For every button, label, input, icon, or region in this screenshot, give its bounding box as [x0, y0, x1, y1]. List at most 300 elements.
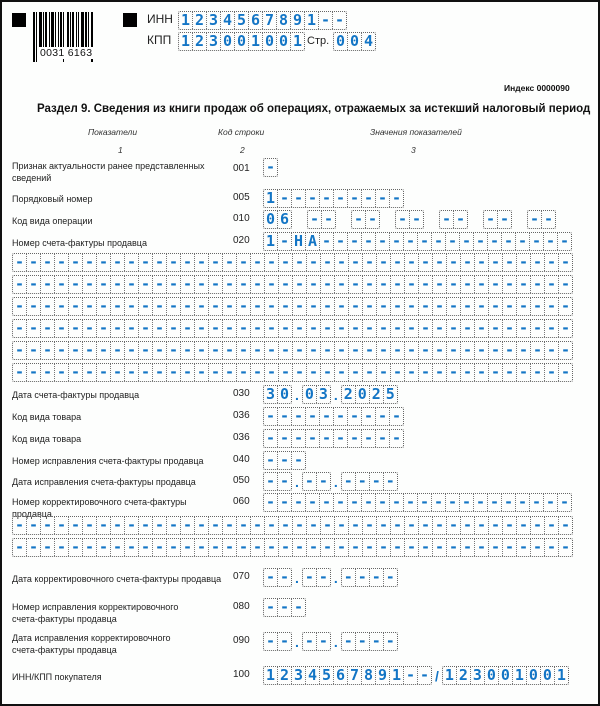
- char-cell[interactable]: 1: [179, 33, 193, 50]
- char-cell[interactable]: -: [303, 473, 317, 490]
- char-cell[interactable]: -: [153, 298, 167, 315]
- char-cell[interactable]: -: [418, 494, 432, 511]
- char-cell[interactable]: -: [181, 364, 195, 381]
- char-cell[interactable]: -: [545, 364, 559, 381]
- char-cell[interactable]: -: [335, 320, 349, 337]
- char-cell[interactable]: -: [560, 319, 571, 337]
- char-cell[interactable]: -: [195, 320, 209, 337]
- char-cell[interactable]: -: [517, 320, 531, 337]
- char-cell[interactable]: -: [279, 632, 290, 650]
- char-cell[interactable]: -: [391, 320, 405, 337]
- char-cell[interactable]: -: [303, 569, 317, 586]
- char-cell[interactable]: -: [433, 342, 447, 359]
- char-cell[interactable]: -: [545, 254, 559, 271]
- row-070-date-field[interactable]: [263, 568, 398, 587]
- char-cell[interactable]: -: [251, 539, 265, 556]
- char-cell[interactable]: -: [433, 298, 447, 315]
- char-cell[interactable]: -: [363, 254, 377, 271]
- month-cells[interactable]: [302, 632, 331, 651]
- char-cell[interactable]: -: [69, 320, 83, 337]
- char-cell[interactable]: -: [167, 342, 181, 359]
- char-cell[interactable]: -: [348, 190, 362, 207]
- char-cell[interactable]: -: [237, 276, 251, 293]
- char-cell[interactable]: -: [195, 298, 209, 315]
- char-cell[interactable]: -: [391, 298, 405, 315]
- char-cell[interactable]: 1: [264, 190, 278, 207]
- char-cell[interactable]: 0: [348, 33, 362, 50]
- char-cell[interactable]: 1: [556, 666, 566, 684]
- cell-group[interactable]: [263, 451, 306, 470]
- char-cell[interactable]: -: [153, 320, 167, 337]
- char-cell[interactable]: -: [362, 408, 376, 425]
- char-cell[interactable]: 0: [264, 211, 278, 228]
- char-cell[interactable]: -: [334, 233, 348, 250]
- char-cell[interactable]: -: [307, 517, 321, 534]
- char-cell[interactable]: -: [447, 539, 461, 556]
- char-cell[interactable]: -: [447, 254, 461, 271]
- char-cell[interactable]: -: [167, 254, 181, 271]
- char-cell[interactable]: -: [475, 342, 489, 359]
- char-cell[interactable]: -: [209, 364, 223, 381]
- char-cell[interactable]: -: [559, 232, 570, 250]
- char-cell[interactable]: -: [474, 233, 488, 250]
- char-cell[interactable]: -: [279, 342, 293, 359]
- char-cell[interactable]: 5: [385, 385, 395, 403]
- char-cell[interactable]: -: [279, 472, 290, 490]
- char-cell[interactable]: -: [279, 320, 293, 337]
- char-cell[interactable]: -: [319, 12, 333, 29]
- char-cell[interactable]: -: [489, 342, 503, 359]
- char-cell[interactable]: -: [342, 569, 356, 586]
- char-cell[interactable]: -: [531, 539, 545, 556]
- char-cell[interactable]: -: [306, 408, 320, 425]
- char-cell[interactable]: -: [237, 320, 251, 337]
- char-cell[interactable]: -: [446, 233, 460, 250]
- char-cell[interactable]: -: [517, 364, 531, 381]
- char-cell[interactable]: -: [167, 517, 181, 534]
- char-cell[interactable]: -: [27, 517, 41, 534]
- char-cell[interactable]: -: [41, 276, 55, 293]
- char-cell[interactable]: -: [264, 633, 278, 650]
- char-cell[interactable]: -: [356, 473, 370, 490]
- char-cell[interactable]: -: [419, 320, 433, 337]
- char-cell[interactable]: -: [488, 233, 502, 250]
- char-cell[interactable]: 0: [263, 33, 277, 50]
- char-cell[interactable]: -: [97, 276, 111, 293]
- char-cell[interactable]: -: [559, 493, 570, 511]
- cell-group[interactable]: [263, 407, 404, 426]
- char-cell[interactable]: -: [461, 276, 475, 293]
- char-cell[interactable]: -: [419, 342, 433, 359]
- char-cell[interactable]: -: [167, 539, 181, 556]
- char-cell[interactable]: -: [356, 569, 370, 586]
- char-cell[interactable]: 0: [279, 385, 290, 403]
- char-cell[interactable]: -: [376, 430, 390, 447]
- char-cell[interactable]: -: [111, 364, 125, 381]
- char-cell[interactable]: -: [111, 539, 125, 556]
- char-cell[interactable]: -: [363, 364, 377, 381]
- char-cell[interactable]: -: [419, 276, 433, 293]
- char-cell[interactable]: -: [516, 494, 530, 511]
- char-cell[interactable]: -: [447, 276, 461, 293]
- char-cell[interactable]: -: [334, 408, 348, 425]
- char-cell[interactable]: -: [376, 190, 390, 207]
- char-cell[interactable]: -: [153, 539, 167, 556]
- char-cell[interactable]: -: [97, 517, 111, 534]
- char-cell[interactable]: -: [111, 517, 125, 534]
- char-cell[interactable]: -: [251, 298, 265, 315]
- row-090-date-field[interactable]: [263, 632, 398, 651]
- char-cell[interactable]: -: [83, 517, 97, 534]
- char-cell[interactable]: -: [544, 494, 558, 511]
- char-cell[interactable]: 1: [305, 12, 319, 29]
- char-cell[interactable]: -: [293, 517, 307, 534]
- month-cells[interactable]: [302, 385, 331, 404]
- char-cell[interactable]: -: [265, 517, 279, 534]
- char-cell[interactable]: -: [530, 494, 544, 511]
- char-cell[interactable]: -: [181, 254, 195, 271]
- char-cell[interactable]: -: [489, 298, 503, 315]
- char-cell[interactable]: -: [181, 539, 195, 556]
- char-cell[interactable]: -: [418, 233, 432, 250]
- char-cell[interactable]: -: [306, 430, 320, 447]
- row-080-field[interactable]: [263, 598, 306, 617]
- char-cell[interactable]: -: [293, 342, 307, 359]
- row-060-continuation[interactable]: [12, 516, 573, 560]
- char-cell[interactable]: -: [195, 254, 209, 271]
- char-cell[interactable]: -: [223, 364, 237, 381]
- char-cell[interactable]: -: [27, 254, 41, 271]
- char-cell[interactable]: -: [223, 254, 237, 271]
- char-cell[interactable]: -: [265, 276, 279, 293]
- char-cell[interactable]: -: [475, 364, 489, 381]
- char-cell[interactable]: -: [348, 408, 362, 425]
- char-cell[interactable]: -: [13, 517, 27, 534]
- char-cell[interactable]: -: [97, 320, 111, 337]
- char-cell[interactable]: -: [195, 342, 209, 359]
- char-cell[interactable]: -: [499, 210, 510, 228]
- char-cell[interactable]: -: [307, 276, 321, 293]
- char-cell[interactable]: -: [293, 364, 307, 381]
- char-cell[interactable]: -: [545, 517, 559, 534]
- char-cell[interactable]: -: [307, 320, 321, 337]
- char-cell[interactable]: 2: [278, 667, 292, 684]
- row-001-field[interactable]: [263, 158, 278, 177]
- char-cell[interactable]: 1: [292, 32, 303, 50]
- char-cell[interactable]: -: [83, 254, 97, 271]
- char-cell[interactable]: -: [447, 517, 461, 534]
- char-cell[interactable]: -: [391, 407, 402, 425]
- char-cell[interactable]: -: [69, 342, 83, 359]
- char-cell[interactable]: -: [125, 539, 139, 556]
- char-cell[interactable]: -: [41, 517, 55, 534]
- day-cells[interactable]: [263, 568, 292, 587]
- cell-group[interactable]: [333, 32, 376, 51]
- char-cell[interactable]: -: [503, 254, 517, 271]
- char-cell[interactable]: -: [391, 517, 405, 534]
- char-cell[interactable]: -: [97, 298, 111, 315]
- page-number-field[interactable]: [333, 32, 376, 51]
- char-cell[interactable]: -: [461, 320, 475, 337]
- char-cell[interactable]: -: [69, 298, 83, 315]
- char-cell[interactable]: -: [237, 254, 251, 271]
- char-cell[interactable]: -: [13, 364, 27, 381]
- char-cell[interactable]: -: [433, 254, 447, 271]
- cell-group[interactable]: [263, 189, 404, 208]
- char-cell[interactable]: -: [139, 364, 153, 381]
- char-cell[interactable]: -: [404, 233, 418, 250]
- char-cell[interactable]: -: [377, 254, 391, 271]
- char-cell[interactable]: -: [237, 364, 251, 381]
- char-cell[interactable]: -: [223, 320, 237, 337]
- char-cell[interactable]: -: [209, 320, 223, 337]
- char-cell[interactable]: -: [560, 363, 571, 381]
- char-cell[interactable]: -: [139, 320, 153, 337]
- char-cell[interactable]: -: [195, 364, 209, 381]
- char-cell[interactable]: -: [349, 517, 363, 534]
- day-cells[interactable]: [263, 472, 292, 491]
- char-cell[interactable]: -: [264, 473, 278, 490]
- continuation-row[interactable]: [12, 297, 573, 316]
- char-cell[interactable]: -: [362, 430, 376, 447]
- char-cell[interactable]: -: [195, 517, 209, 534]
- char-cell[interactable]: -: [543, 210, 554, 228]
- char-cell[interactable]: -: [362, 494, 376, 511]
- char-cell[interactable]: -: [377, 342, 391, 359]
- char-cell[interactable]: -: [419, 517, 433, 534]
- char-cell[interactable]: -: [348, 494, 362, 511]
- char-cell[interactable]: -: [125, 342, 139, 359]
- char-cell[interactable]: -: [349, 364, 363, 381]
- char-cell[interactable]: -: [461, 342, 475, 359]
- char-cell[interactable]: -: [27, 364, 41, 381]
- char-cell[interactable]: -: [293, 276, 307, 293]
- char-cell[interactable]: -: [432, 233, 446, 250]
- char-cell[interactable]: 2: [342, 386, 356, 403]
- char-cell[interactable]: -: [111, 342, 125, 359]
- char-cell[interactable]: -: [544, 233, 558, 250]
- char-cell[interactable]: -: [356, 633, 370, 650]
- char-cell[interactable]: 1: [390, 667, 404, 684]
- char-cell[interactable]: -: [376, 233, 390, 250]
- char-cell[interactable]: -: [517, 276, 531, 293]
- char-cell[interactable]: 8: [277, 12, 291, 29]
- char-cell[interactable]: -: [419, 298, 433, 315]
- char-cell[interactable]: 0: [527, 667, 541, 684]
- char-cell[interactable]: -: [41, 364, 55, 381]
- inn-field[interactable]: [178, 11, 347, 30]
- continuation-row[interactable]: [12, 319, 573, 338]
- month-cells[interactable]: [302, 472, 331, 491]
- char-cell[interactable]: -: [335, 342, 349, 359]
- char-cell[interactable]: -: [433, 364, 447, 381]
- char-cell[interactable]: -: [405, 364, 419, 381]
- char-cell[interactable]: -: [488, 494, 502, 511]
- char-cell[interactable]: -: [293, 451, 304, 469]
- char-cell[interactable]: -: [545, 320, 559, 337]
- char-cell[interactable]: -: [475, 539, 489, 556]
- char-cell[interactable]: -: [321, 254, 335, 271]
- kpp-field[interactable]: [178, 32, 305, 51]
- char-cell[interactable]: -: [111, 320, 125, 337]
- char-cell[interactable]: -: [83, 276, 97, 293]
- char-cell[interactable]: -: [474, 494, 488, 511]
- char-cell[interactable]: -: [55, 517, 69, 534]
- char-cell[interactable]: -: [391, 254, 405, 271]
- operation-code-group[interactable]: [307, 210, 336, 229]
- char-cell[interactable]: -: [349, 539, 363, 556]
- char-cell[interactable]: -: [153, 517, 167, 534]
- char-cell[interactable]: 3: [207, 33, 221, 50]
- year-cells[interactable]: [341, 568, 398, 587]
- char-cell[interactable]: -: [318, 472, 328, 490]
- char-cell[interactable]: -: [455, 210, 466, 228]
- char-cell[interactable]: -: [349, 320, 363, 337]
- char-cell[interactable]: -: [475, 254, 489, 271]
- char-cell[interactable]: -: [349, 298, 363, 315]
- char-cell[interactable]: -: [279, 298, 293, 315]
- char-cell[interactable]: -: [531, 320, 545, 337]
- char-cell[interactable]: -: [433, 517, 447, 534]
- char-cell[interactable]: -: [111, 298, 125, 315]
- char-cell[interactable]: 2: [457, 667, 471, 684]
- char-cell[interactable]: -: [530, 233, 544, 250]
- cell-group[interactable]: [263, 232, 572, 251]
- char-cell[interactable]: -: [560, 516, 571, 534]
- char-cell[interactable]: -: [153, 254, 167, 271]
- char-cell[interactable]: -: [419, 666, 430, 684]
- char-cell[interactable]: 2: [193, 12, 207, 29]
- char-cell[interactable]: -: [237, 342, 251, 359]
- char-cell[interactable]: -: [278, 599, 292, 616]
- char-cell[interactable]: -: [139, 517, 153, 534]
- char-cell[interactable]: -: [362, 233, 376, 250]
- char-cell[interactable]: 3: [207, 12, 221, 29]
- char-cell[interactable]: -: [528, 211, 542, 228]
- char-cell[interactable]: -: [489, 364, 503, 381]
- char-cell[interactable]: 6: [249, 12, 263, 29]
- char-cell[interactable]: -: [446, 494, 460, 511]
- char-cell[interactable]: -: [279, 539, 293, 556]
- char-cell[interactable]: -: [13, 342, 27, 359]
- char-cell[interactable]: -: [405, 517, 419, 534]
- char-cell[interactable]: -: [370, 473, 384, 490]
- char-cell[interactable]: -: [13, 276, 27, 293]
- char-cell[interactable]: -: [560, 341, 571, 359]
- char-cell[interactable]: -: [251, 254, 265, 271]
- char-cell[interactable]: -: [363, 298, 377, 315]
- char-cell[interactable]: -: [404, 667, 418, 684]
- char-cell[interactable]: -: [139, 298, 153, 315]
- char-cell[interactable]: 3: [292, 667, 306, 684]
- char-cell[interactable]: -: [307, 364, 321, 381]
- char-cell[interactable]: -: [265, 364, 279, 381]
- char-cell[interactable]: -: [323, 210, 334, 228]
- char-cell[interactable]: -: [209, 276, 223, 293]
- char-cell[interactable]: -: [447, 298, 461, 315]
- char-cell[interactable]: -: [405, 539, 419, 556]
- char-cell[interactable]: -: [517, 517, 531, 534]
- row-036-field[interactable]: [263, 407, 404, 426]
- char-cell[interactable]: -: [503, 276, 517, 293]
- char-cell[interactable]: -: [334, 430, 348, 447]
- row-040-field[interactable]: [263, 451, 306, 470]
- char-cell[interactable]: -: [560, 297, 571, 315]
- char-cell[interactable]: -: [27, 320, 41, 337]
- char-cell[interactable]: -: [349, 342, 363, 359]
- day-cells[interactable]: [263, 632, 292, 651]
- char-cell[interactable]: -: [349, 276, 363, 293]
- char-cell[interactable]: -: [517, 342, 531, 359]
- char-cell[interactable]: -: [237, 539, 251, 556]
- char-cell[interactable]: -: [111, 276, 125, 293]
- char-cell[interactable]: -: [321, 298, 335, 315]
- char-cell[interactable]: -: [349, 254, 363, 271]
- char-cell[interactable]: -: [433, 320, 447, 337]
- char-cell[interactable]: -: [391, 364, 405, 381]
- char-cell[interactable]: -: [531, 276, 545, 293]
- char-cell[interactable]: -: [209, 517, 223, 534]
- char-cell[interactable]: -: [97, 342, 111, 359]
- char-cell[interactable]: -: [391, 342, 405, 359]
- row-030-date-field[interactable]: [263, 385, 398, 404]
- char-cell[interactable]: -: [278, 233, 292, 250]
- cell-group[interactable]: [263, 493, 572, 512]
- char-cell[interactable]: -: [293, 320, 307, 337]
- char-cell[interactable]: -: [125, 276, 139, 293]
- char-cell[interactable]: 0: [541, 667, 555, 684]
- char-cell[interactable]: -: [41, 254, 55, 271]
- char-cell[interactable]: -: [13, 298, 27, 315]
- char-cell[interactable]: 3: [471, 667, 485, 684]
- char-cell[interactable]: -: [237, 298, 251, 315]
- char-cell[interactable]: -: [308, 211, 322, 228]
- char-cell[interactable]: -: [320, 408, 334, 425]
- char-cell[interactable]: -: [264, 599, 278, 616]
- char-cell[interactable]: -: [69, 254, 83, 271]
- char-cell[interactable]: -: [279, 517, 293, 534]
- char-cell[interactable]: -: [390, 233, 404, 250]
- char-cell[interactable]: -: [320, 190, 334, 207]
- char-cell[interactable]: -: [264, 452, 278, 469]
- char-cell[interactable]: -: [503, 320, 517, 337]
- char-cell[interactable]: 3: [318, 385, 328, 403]
- char-cell[interactable]: -: [531, 342, 545, 359]
- char-cell[interactable]: -: [411, 210, 422, 228]
- char-cell[interactable]: -: [447, 342, 461, 359]
- char-cell[interactable]: -: [209, 342, 223, 359]
- char-cell[interactable]: -: [181, 342, 195, 359]
- char-cell[interactable]: -: [320, 430, 334, 447]
- char-cell[interactable]: -: [41, 539, 55, 556]
- char-cell[interactable]: -: [531, 364, 545, 381]
- char-cell[interactable]: -: [320, 494, 334, 511]
- char-cell[interactable]: -: [181, 276, 195, 293]
- char-cell[interactable]: -: [335, 539, 349, 556]
- char-cell[interactable]: -: [460, 494, 474, 511]
- char-cell[interactable]: -: [278, 190, 292, 207]
- char-cell[interactable]: -: [321, 342, 335, 359]
- char-cell[interactable]: -: [560, 538, 571, 556]
- char-cell[interactable]: -: [385, 568, 395, 586]
- char-cell[interactable]: 2: [370, 386, 384, 403]
- char-cell[interactable]: 6: [279, 210, 290, 228]
- char-cell[interactable]: 9: [291, 12, 305, 29]
- char-cell[interactable]: 1: [179, 12, 193, 29]
- char-cell[interactable]: -: [461, 254, 475, 271]
- char-cell[interactable]: -: [125, 298, 139, 315]
- char-cell[interactable]: -: [545, 342, 559, 359]
